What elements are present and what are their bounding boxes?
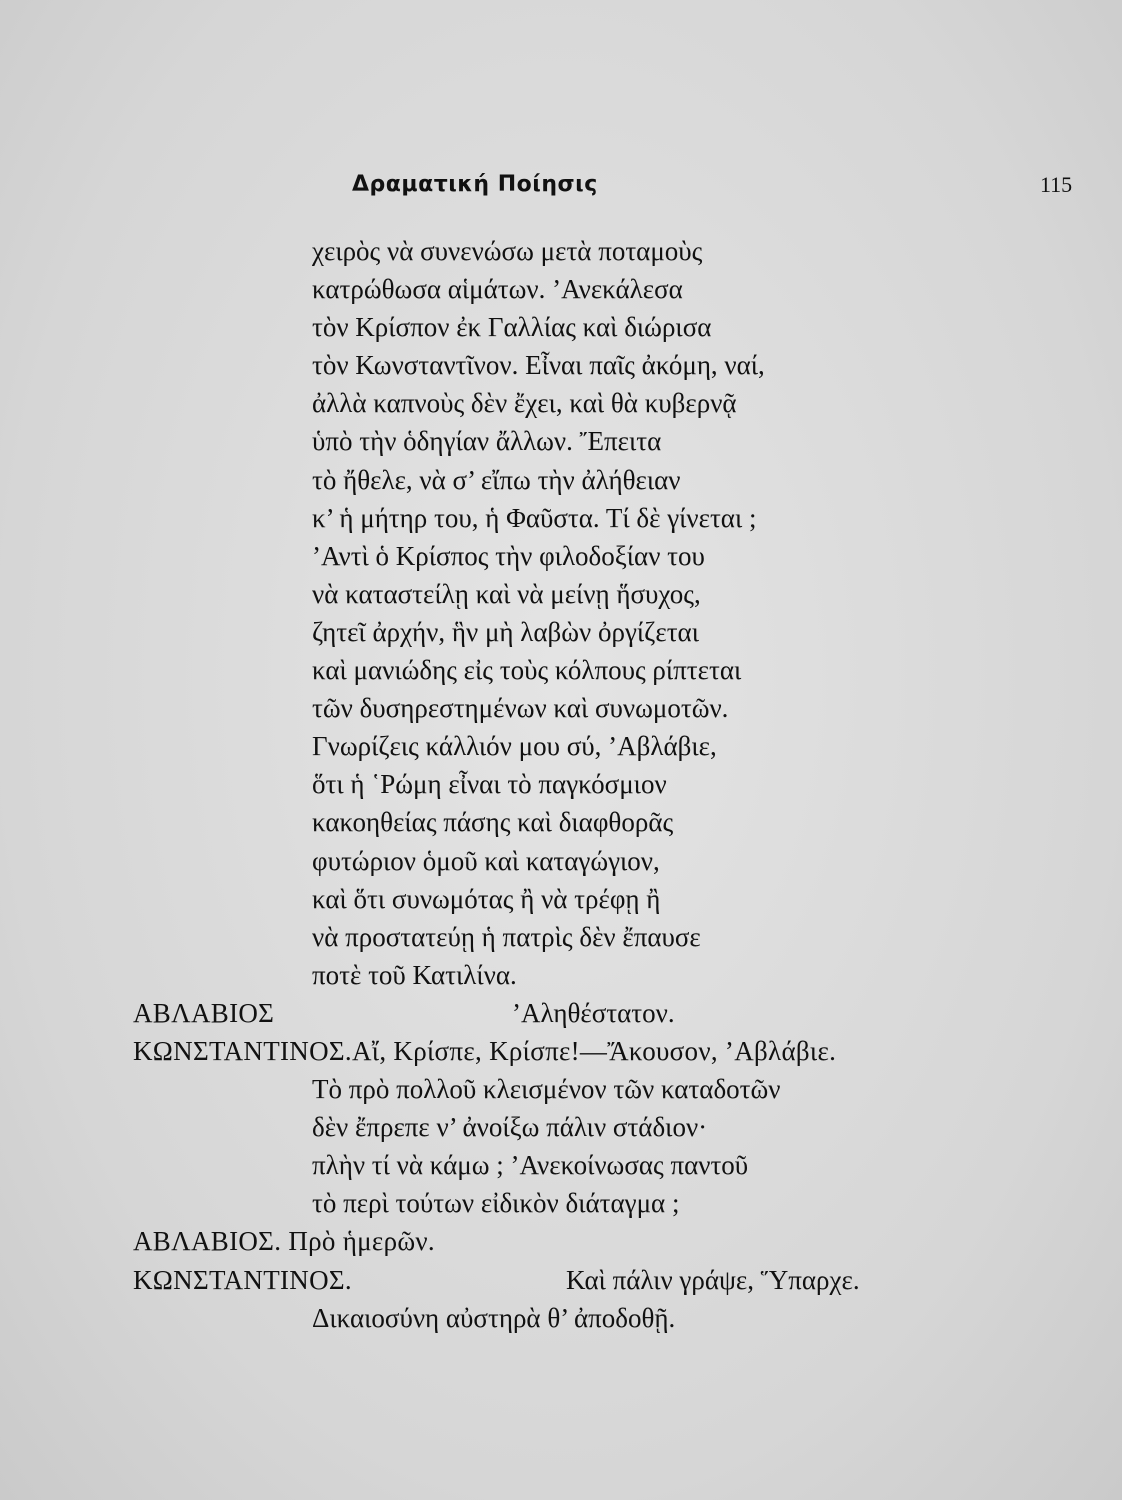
speech-text: Καὶ πάλιν γράψε, Ὕπαρχε. <box>566 1264 860 1295</box>
play-text <box>0 232 1122 1337</box>
dialogue-line <box>0 1261 1122 1299</box>
verse-line: Δικαιοσύνη αὐστηρὰ θ’ ἀποδοθῇ. <box>312 1302 676 1333</box>
verse-line: φυτώριον ὁμοῦ καὶ καταγώγιον, <box>312 845 660 876</box>
verse-line: καὶ μανιώδης εἰς τοὺς κόλπους ρίπτεται <box>312 655 742 686</box>
speech-text: Αἴ, Κρίσπε, Κρίσπε!—Ἄκουσον, ’Αβλάβιε. <box>351 1035 837 1066</box>
verse-line: Γνωρίζεις κάλλιόν μου σύ, ’Αβλάβιε, <box>312 731 717 762</box>
verse-line: ἀλλὰ καπνοὺς δὲν ἔχει, καὶ θὰ κυβερνᾷ <box>312 388 737 419</box>
verse-line: ’Αντὶ ὁ Κρίσπος τὴν φιλοδοξίαν του <box>312 540 705 571</box>
verse-line: τὸν Κωνσταντῖνον. Εἶναι παῖς ἀκόμη, ναί, <box>312 350 765 381</box>
verse-line: τὸν Κρίσπον ἐκ Γαλλίας καὶ διώρισα <box>312 312 712 343</box>
verse-line: τῶν δυσηρεστημένων καὶ συνωμοτῶν. <box>312 693 729 724</box>
verse-line: τὸ περὶ τούτων εἰδικὸν διάταγμα ; <box>312 1188 680 1219</box>
verse-line: Τὸ πρὸ πολλοῦ κλεισμένον τῶν καταδοτῶν <box>312 1074 781 1105</box>
verse-line: ποτὲ τοῦ Κατιλίνα. <box>312 959 517 990</box>
speech-text: ’Αληθέστατον. <box>512 997 675 1028</box>
verse-line: κακοηθείας πάσης καὶ διαφθορᾶς <box>312 807 674 838</box>
verse-line: ὅτι ἡ ῾Ρώμη εἶναι τὸ παγκόσμιον <box>312 769 667 800</box>
verse-line: καὶ ὅτι συνωμότας ἢ νὰ τρέφῃ ἢ <box>312 883 661 914</box>
dialogue-line <box>0 1032 1122 1070</box>
dialogue-line <box>0 994 1122 1032</box>
dialogue-line <box>0 1222 1122 1260</box>
page-number: 115 <box>1040 172 1073 197</box>
page-header <box>0 172 1122 202</box>
speech-text: Πρὸ ἡμερῶν. <box>288 1226 435 1257</box>
speaker-name: ΑΒΛΑΒΙΟΣ <box>133 997 275 1028</box>
verse-line: ζητεῖ ἀρχήν, ἣν μὴ λαβὼν ὀργίζεται <box>312 616 699 647</box>
speaker-name: ΚΩΝΣΤΑΝΤΙΝΟΣ. <box>133 1264 352 1295</box>
speaker-name: ΚΩΝΣΤΑΝΤΙΝΟΣ. <box>133 1035 352 1066</box>
verse-line: κατρώθωσα αἱμάτων. ’Ανεκάλεσα <box>312 274 683 305</box>
running-title: Δραματική Ποίησις <box>352 172 598 197</box>
verse-line: χειρὸς νὰ συνενώσω μετὰ ποταμοὺς <box>312 236 703 266</box>
verse-line: πλὴν τί νὰ κάμω ; ’Ανεκοίνωσας παντοῦ <box>312 1150 749 1181</box>
verse-line: τὸ ἤθελε, νὰ σ’ εἴπω τὴν ἀλήθειαν <box>312 464 681 495</box>
verse-line: νὰ καταστείλῃ καὶ νὰ μείνῃ ἥσυχος, <box>312 578 701 609</box>
verse-line: νὰ προστατεύῃ ἡ πατρὶς δὲν ἔπαυσε <box>312 921 701 952</box>
verse-line: δὲν ἔπρεπε ν’ ἀνοίξω πάλιν στάδιον· <box>312 1112 708 1143</box>
speaker-name: ΑΒΛΑΒΙΟΣ. <box>133 1226 282 1257</box>
verse-line: ὑπὸ τὴν ὁδηγίαν ἄλλων. Ἔπειτα <box>312 426 662 457</box>
verse-line: κ’ ἡ μήτηρ του, ἡ Φαῦστα. Τί δὲ γίνεται ; <box>312 502 757 533</box>
